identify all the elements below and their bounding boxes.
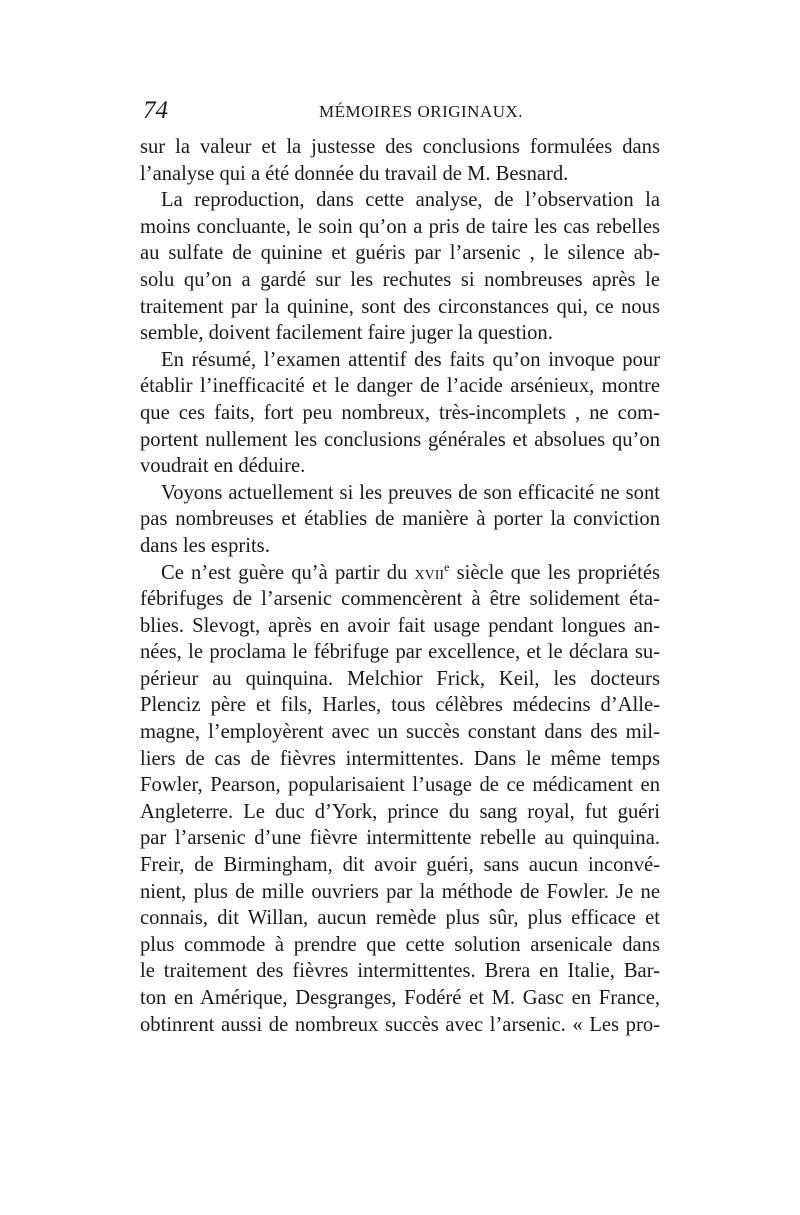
text-line: Fowler, Pearson, popularisaient l’usage de ce médicament en xyxy=(140,774,660,797)
text-line: Voyons actuellement si les preuves de son efficacité ne sont xyxy=(161,481,660,504)
text-line: que ces faits, fort peu nombreux, très-incomplets , ne com- xyxy=(140,401,660,424)
text-line: obtinrent aussi de nombreux succès avec l’arsenic. « Les pro- xyxy=(140,1013,660,1036)
text-line: nées, le proclama le fébrifuge par excellence, et le déclara su- xyxy=(140,641,660,664)
text-line: magne, l’employèrent avec un succès constant dans des mil- xyxy=(140,721,660,744)
text-line: l’analyse qui a été donnée du travail de M. Besnard. xyxy=(140,162,569,185)
text-line: plus commode à prendre que cette solution arsenicale dans xyxy=(140,933,660,956)
text-line: ton en Amérique, Desgranges, Fodéré et M. Gasc en France, xyxy=(140,987,660,1009)
text-line: Angleterre. Le duc d’York, prince du sang royal, fut guéri xyxy=(140,800,660,823)
running-title: MÉMOIRES ORIGINAUX. xyxy=(318,102,524,121)
text-line: Freir, de Birmingham, dit avoir guéri, sans aucun inconvé- xyxy=(140,854,660,877)
text-line: blies. Slevogt, après en avoir fait usage pendant longues an- xyxy=(140,614,660,637)
text-line: La reproduction, dans cette analyse, de l’observation la xyxy=(161,189,660,212)
text-line: le traitement des fièvres intermittentes. Brera en Italie, Bar- xyxy=(140,960,660,983)
text-line: fébrifuges de l’arsenic commencèrent à être solidement éta- xyxy=(140,588,660,611)
text-line: En résumé, l’examen attentif des faits qu’on invoque pour xyxy=(161,348,660,371)
paragraph-2 xyxy=(140,187,660,347)
text-line: dans les esprits. xyxy=(140,534,270,557)
page-header xyxy=(143,96,663,126)
paragraph-1 xyxy=(140,134,660,187)
paragraph-4 xyxy=(140,480,660,560)
text-line xyxy=(140,560,660,587)
text-line: périeur au quinquina. Melchior Frick, Keil, les docteurs xyxy=(140,667,660,690)
text-line: semble, doivent facilement faire juger la question. xyxy=(140,322,553,345)
century-numeral: xvii xyxy=(414,561,445,584)
text-fragment: Ce n’est guère qu’à partir du xyxy=(161,561,408,584)
text-line: moins concluante, le soin qu’on a pris de taire les cas rebelles xyxy=(140,215,660,238)
paragraph-5 xyxy=(140,560,660,1039)
text-line: liers de cas de fièvres intermittentes. Dans le même temps xyxy=(140,747,660,770)
text-line: portent nullement les conclusions générales et absolues qu’on xyxy=(140,428,660,451)
text-line: solu qu’on a gardé sur les rechutes si nombreuses après le xyxy=(140,268,660,291)
text-line: par l’arsenic d’une fièvre intermittente rebelle au quinquina. xyxy=(140,827,660,850)
century-suffix: e xyxy=(444,559,450,574)
text-line: pas nombreuses et établies de manière à porter la conviction xyxy=(140,508,660,531)
text-line: établir l’inefficacité et le danger de l’acide arsénieux, montre xyxy=(140,375,660,398)
paragraph-3 xyxy=(140,347,660,480)
text-line: voudrait en déduire. xyxy=(140,455,306,478)
text-line: sur la valeur et la justesse des conclusions formulées dans xyxy=(140,136,660,158)
text-line: au sulfate de quinine et guéris par l’arsenic , le silence ab- xyxy=(140,242,660,265)
body-text xyxy=(140,134,660,1038)
text-fragment: siècle que les propriétés xyxy=(449,561,660,584)
page-number: 74 xyxy=(143,97,168,124)
text-line: Plenciz père et fils, Harles, tous célèbres médecins d’Alle- xyxy=(140,694,660,717)
text-line: nient, plus de mille ouvriers par la méthode de Fowler. Je ne xyxy=(140,880,660,903)
text-line: connais, dit Willan, aucun remède plus sûr, plus efficace et xyxy=(140,907,660,930)
text-line: traitement par la quinine, sont des circonstances qui, ce nous xyxy=(140,295,660,318)
